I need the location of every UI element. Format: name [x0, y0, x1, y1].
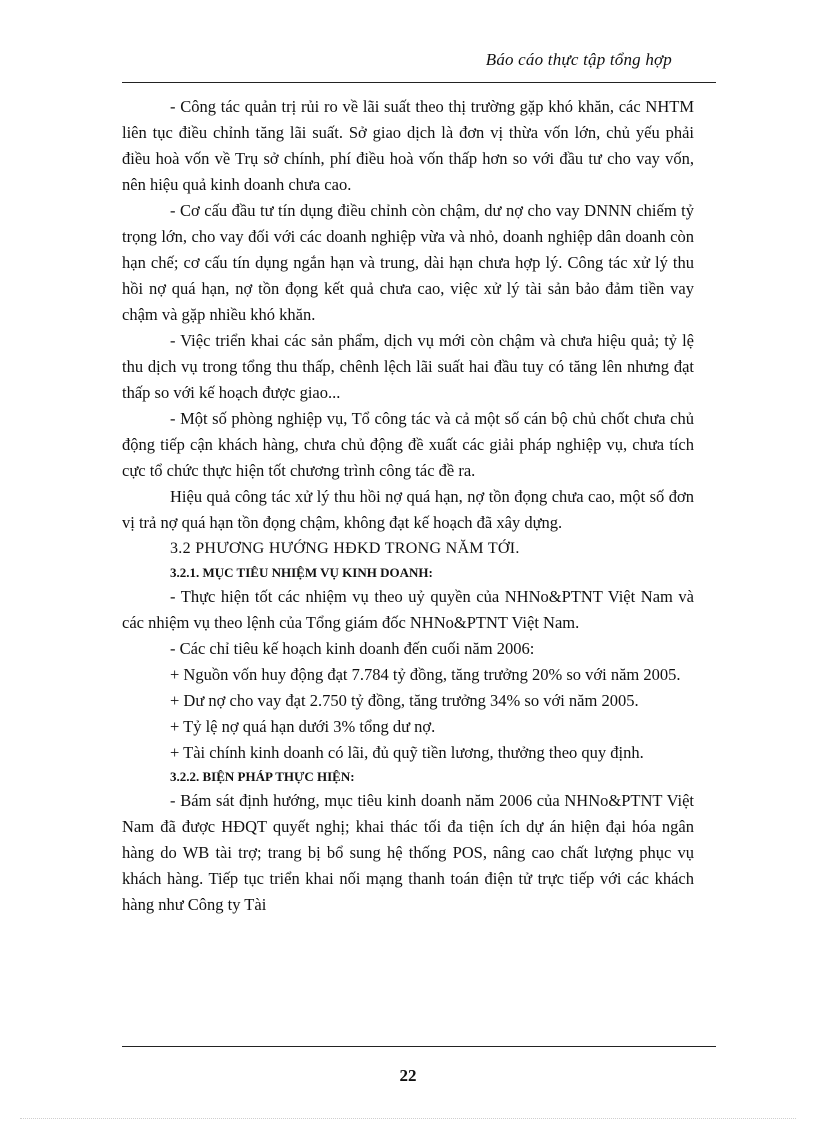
list-item: + Tỷ lệ nợ quá hạn dưới 3% tổng dư nợ.	[170, 717, 436, 736]
paragraph: - Cơ cấu đầu tư tín dụng điều chỉnh còn chậm, dư nợ cho vay DNNN chiếm tỷ trọng lớn, cho vay đối với các doanh nghiệp vừa và nhỏ, doanh nghiệp dân doanh còn hạn chế; cơ cấu tín dụng ngắn hạn và trung, dài hạn chưa hợp lý. Công tác xử lý thu hồi nợ quá hạn, nợ tồn đọng kết quả chưa cao, việc xử lý tài sản bảo đảm tiền vay chậm và gặp nhiều khó khăn.	[122, 201, 694, 324]
list-item: - Bám sát định hướng, mục tiêu kinh doanh năm 2006 của NHNo&PTNT Việt Nam đã được HĐQT quyết nghị; khai thác tối đa tiện ích dự án hiện đại hóa ngân hàng do WB tài trợ; trang bị bổ sung hệ thống POS, nâng cao chất lượng phục vụ khách hàng. Tiếp tục triển khai nối mạng thanh toán điện tử trực tiếp với các khách hàng như Công ty Tài	[122, 791, 694, 914]
section-heading: 3.2 PHƯƠNG HƯỚNG HĐKD TRONG NĂM TỚI.	[170, 540, 520, 557]
document-body	[122, 94, 694, 918]
subsection-heading: 3.2.2. BIỆN PHÁP THỰC HIỆN:	[170, 769, 355, 784]
list-item: + Nguồn vốn huy động đạt 7.784 tỷ đồng, tăng trưởng 20% so với năm 2005.	[170, 665, 681, 684]
subsection-heading: 3.2.1. MỤC TIÊU NHIỆM VỤ KINH DOANH:	[170, 565, 433, 580]
list-item: - Thực hiện tốt các nhiệm vụ theo uỷ quyền của NHNo&PTNT Việt Nam và các nhiệm vụ theo lệnh của Tổng giám đốc NHNo&PTNT Việt Nam.	[122, 587, 694, 632]
paragraph: - Một số phòng nghiệp vụ, Tổ công tác và cả một số cán bộ chủ chốt chưa chủ động tiếp cận khách hàng, chưa chủ động đề xuất các giải pháp nghiệp vụ, chưa tích cực tổ chức thực hiện tốt chương trình công tác đề ra.	[122, 409, 694, 480]
header-rule	[122, 82, 716, 83]
page-number: 22	[399, 1066, 417, 1085]
list-item: - Các chỉ tiêu kế hoạch kinh doanh đến cuối năm 2006:	[170, 639, 535, 658]
footer-rule	[122, 1046, 716, 1047]
paragraph: - Việc triển khai các sản phẩm, dịch vụ mới còn chậm và chưa hiệu quả; tỷ lệ thu dịch vụ trong tổng thu thấp, chênh lệch lãi suất hai đầu tuy có tăng lên nhưng đạt thấp so với kế hoạch được giao...	[122, 331, 694, 402]
paragraph: - Công tác quản trị rủi ro về lãi suất theo thị trường gặp khó khăn, các NHTM liên tục điều chỉnh tăng lãi suất. Sở giao dịch là đơn vị thừa vốn lớn, chủ yếu phải điều hoà vốn về Trụ sở chính, phí điều hoà vốn thấp hơn so với đầu tư cho vay vốn, nên hiệu quả kinh doanh chưa cao.	[122, 97, 694, 194]
page-edge-dots	[20, 1118, 796, 1119]
list-item: + Tài chính kinh doanh có lãi, đủ quỹ tiền lương, thưởng theo quy định.	[170, 743, 644, 762]
paragraph: Hiệu quả công tác xử lý thu hồi nợ quá hạn, nợ tồn đọng chưa cao, một số đơn vị trả nợ quá hạn tồn đọng chậm, không đạt kế hoạch đã xây dựng.	[122, 487, 694, 532]
running-header: Báo cáo thực tập tổng hợp	[485, 50, 672, 69]
list-item: + Dư nợ cho vay đạt 2.750 tỷ đồng, tăng trưởng 34% so với năm 2005.	[170, 691, 639, 710]
